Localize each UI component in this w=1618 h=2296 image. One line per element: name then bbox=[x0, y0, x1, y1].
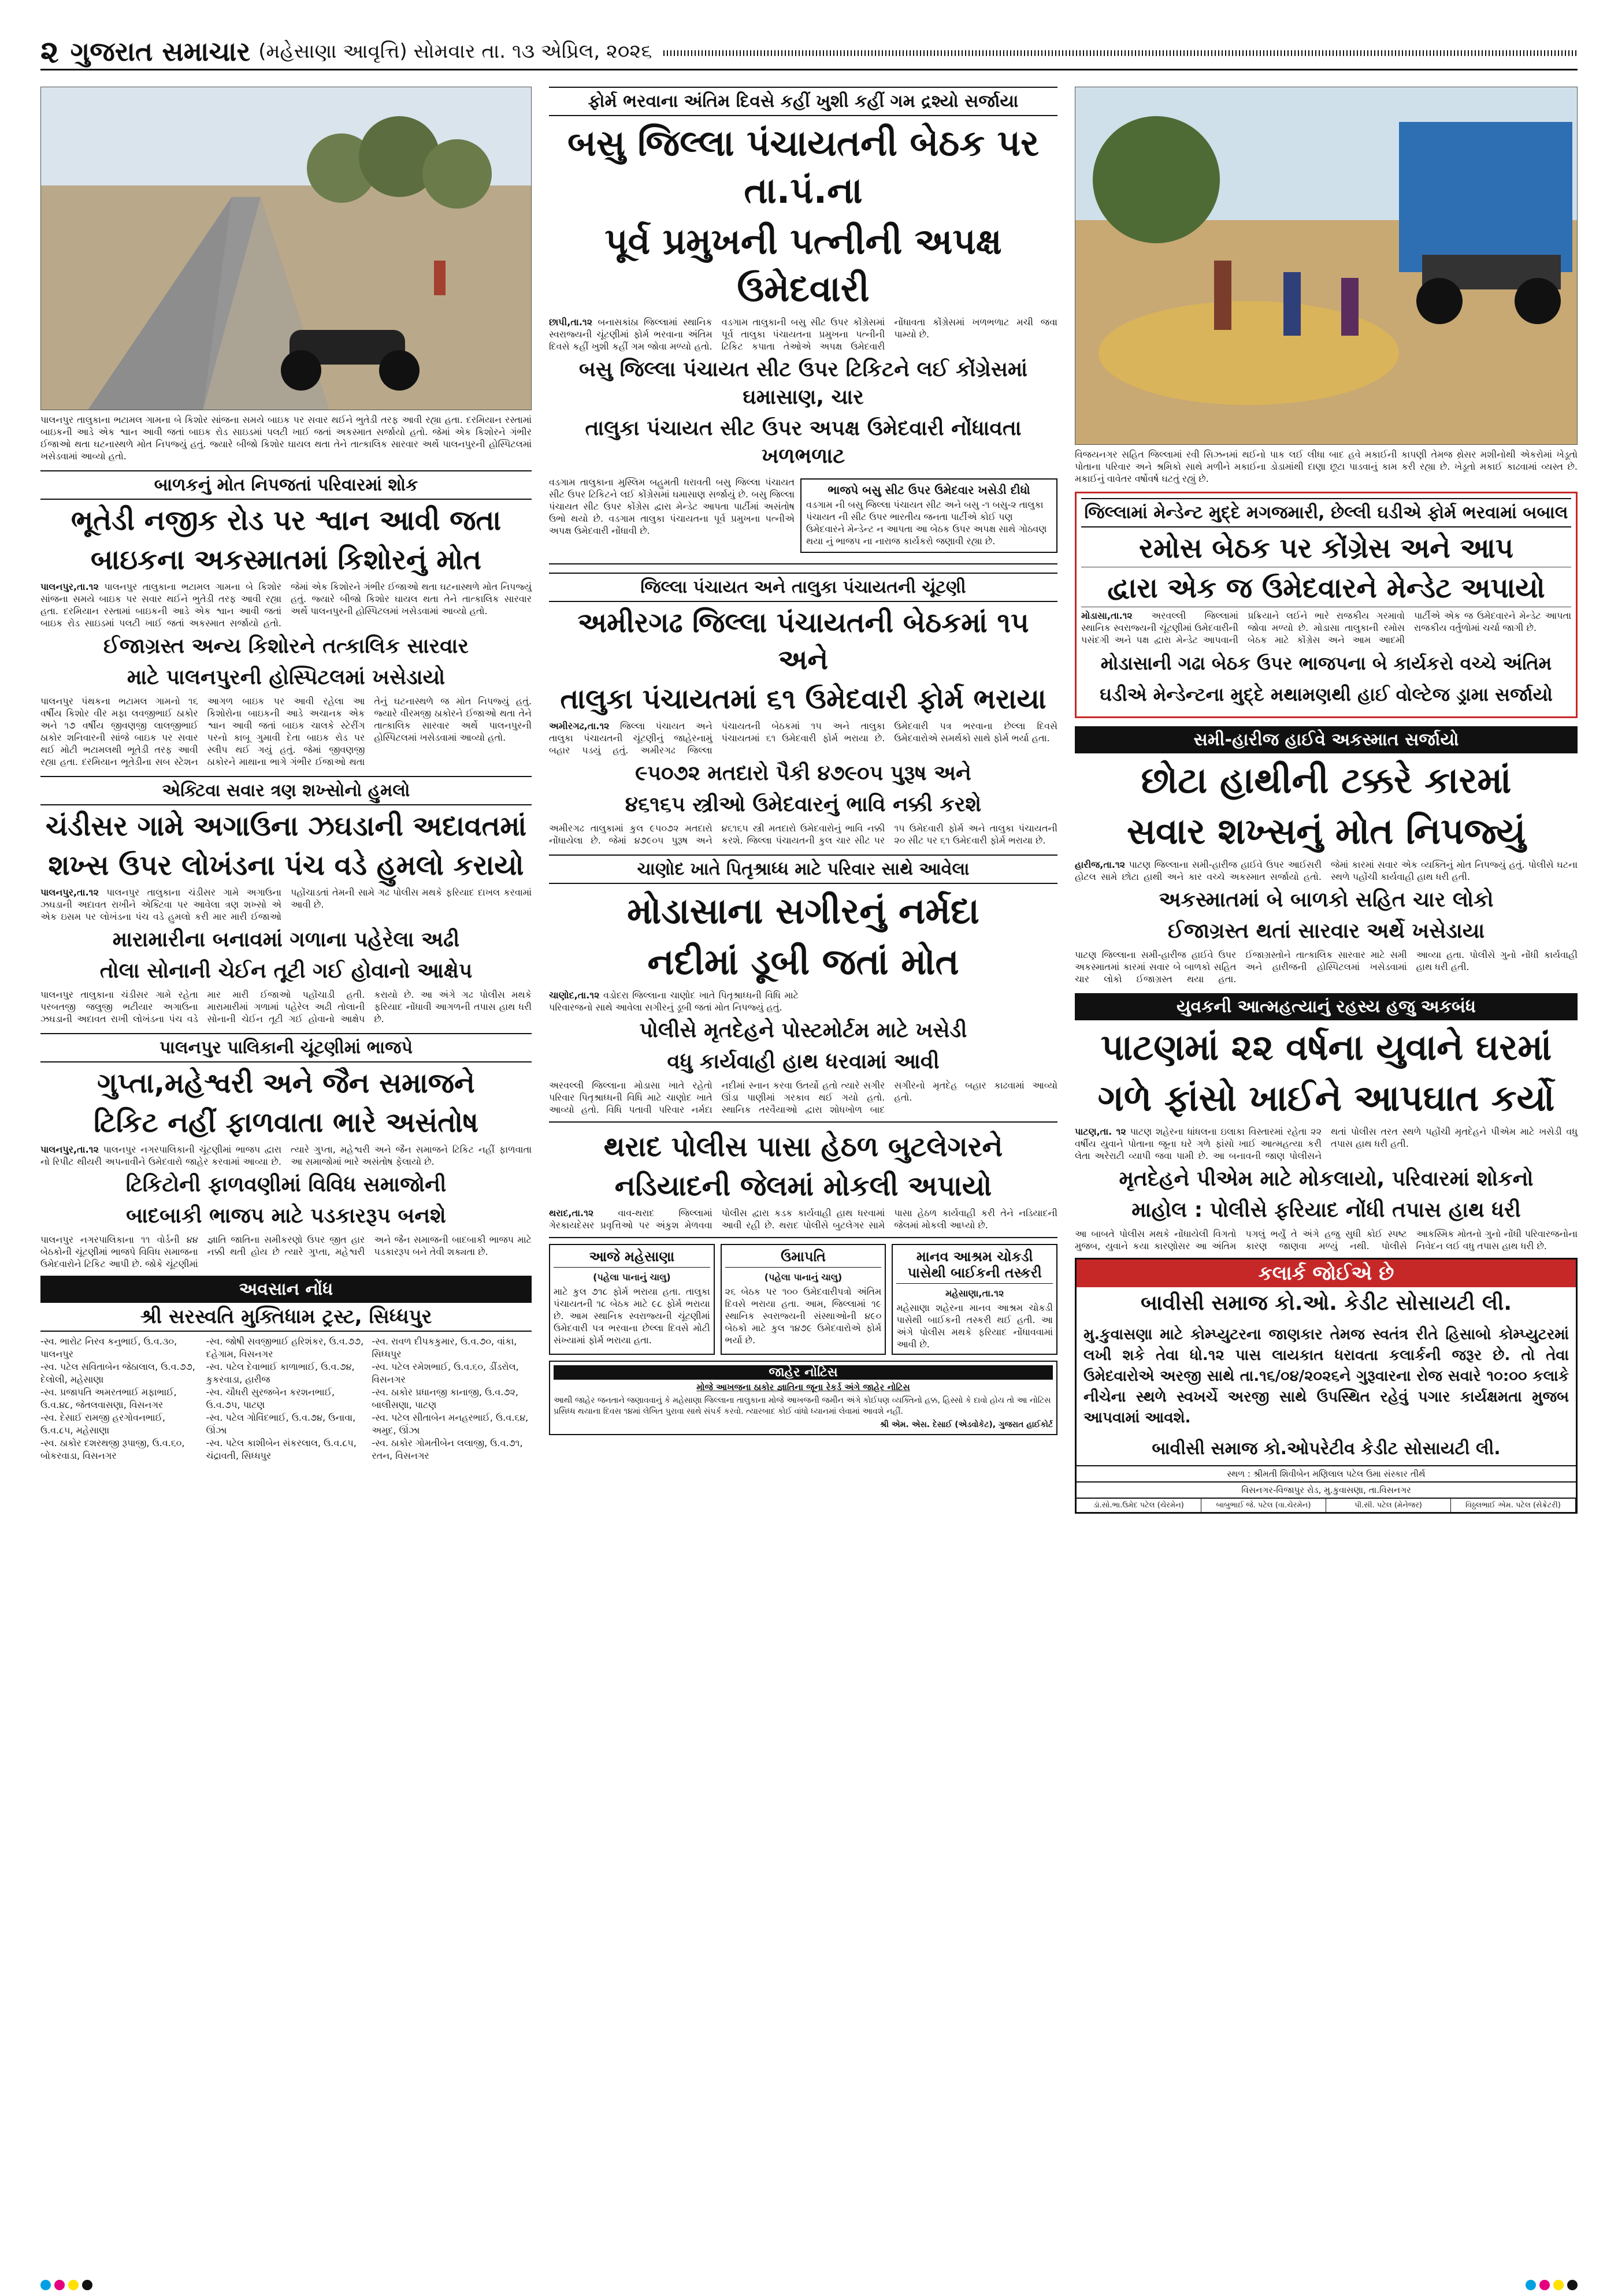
r-story1-footer-1: મોડાસાની ગઢા બેઠક ઉપર ભાજપના બે કાર્યકરો વચ્ચે અંતિમ bbox=[1100, 652, 1552, 674]
story3-headline-1: ગુપ્તા,મહેશ્વરી અને જૈન સમાજને bbox=[97, 1067, 475, 1099]
farm-scene-image bbox=[1075, 87, 1578, 445]
c-story1-sub-1: બસુ જિલ્લા પંચાયત સીટ ઉપર ટિકિટને લઈ કોંગ્રેસમાં ઘમાસાણ, ચાર bbox=[578, 358, 1028, 409]
notice-body: આથી જાહેર જનતાને જણાવવાનું કે મહેસાણા જિલ્લાના તાલુકાના મોજે આખજની જમીન અંગે કોઈપણ વ્યક્તિનો હક્ક, હિસ્સો કે દાવો હોય તો આ નોટિસ પ્રસિધ્ધ થયાના દિવસ ૧૪માં લેખિત પુરાવા સાથે સંપર્ક કરવો. ત્યારબાદ કોઈ વાંધો ધ્યાનમાં લેવામાં આવશે નહીં. bbox=[554, 1396, 1051, 1416]
c-story2-headline-1: અમીરગઢ જિલ્લા પંચાયતની બેઠકમાં ૧૫ અને bbox=[577, 607, 1029, 676]
officer-name: વિઠ્ઠલભાઈ એમ. પટેલ (સેક્રેટરી) bbox=[1451, 1499, 1576, 1512]
officer-name: બાબુભાઈ જે. પટેલ (વા.ચેરમેન) bbox=[1201, 1499, 1326, 1512]
c-story3-kicker: ચાણોદ ખાતે પિતૃશ્રાધ્ધ માટે પરિવાર સાથે આવેલા bbox=[549, 855, 1057, 884]
story3-body bbox=[40, 1143, 532, 1168]
clerk-ad-org: બાવીસી સમાજ કો.ઓ. કેડીટ સોસાયટી લી. bbox=[1140, 1291, 1512, 1315]
obituary-entry: -સ્વ. દેસાઈ રામજી હરગોવનભાઈ, ઉ.વ.૮૫, મહેસાણા bbox=[40, 1412, 166, 1436]
story2-sub-1: મારામારીના બનાવમાં ગળાના પહેરેલા અઢી bbox=[112, 928, 460, 952]
obituary-title: અવસાન નોંધ bbox=[40, 1276, 532, 1303]
r-story3-headline-1: પાટણમાં ૨૨ વર્ષના યુવાને ઘરમાં bbox=[1100, 1026, 1552, 1068]
story3-body2: પાલનપુર નગરપાલિકાના ૧૧ વોર્ડની ૪૪ બેઠકોની ચૂંટણીમાં ભાજપે વિવિધ સમાજના ઉમેદવારોને ટિકિટ આપી છે. જોકે ચૂંટણીમાં જ્ઞાતિ જાતિના સમીકરણો ઉપર જીત હાર નક્કી થતી હોય છે ત્યારે ગુપ્તા, મહેશ્વરી અને જૈન સમાજની બાદબાકી ભાજપ માટે પડકારરૂપ બને તેવી શક્યતા છે. bbox=[40, 1234, 532, 1269]
photo-caption: પાલનપુર તાલુકાના ભટામલ ગામના બે કિશોર સાંજના સમયે બાઇક પર સવાર થઈને ભુતેડી તરફ આવી રહ્યા હતા. દરમિયાન રસ્તામાં બાઇકની આડે એક શ્વાન આવી જતાં બાઇક રોડ સાઇડમાં પલટી ખાઈ જતાં અકસ્માત સર્જાયો હતો. જેમાં એક કિશોરને ગંભીર ઈજાઓ થતા ઘટનાસ્થળે મોત નિપજ્યું હતું. જ્યારે બીજો કિશોર ઘાયલ થતા તેને તાત્કાલિક સારવાર અર્થે પાલનપુરની હોસ્પિટલમાં ખસેડવામાં આવ્યો હતો. bbox=[40, 414, 532, 462]
c-story3-body bbox=[549, 989, 1057, 1013]
divider bbox=[549, 1237, 1057, 1238]
c-story1-headline-1: બસુ જિલ્લા પંચાયતની બેઠક પર તા.પં.ના bbox=[567, 122, 1040, 211]
story3-dateline: પાલનપુર,તા.૧૨ bbox=[40, 1144, 99, 1155]
c-story3-dateline: ચાણોદ,તા.૧૨ bbox=[549, 990, 600, 1001]
c-story2-kicker: જિલ્લા પંચાયત અને તાલુકા પંચાયતની ચૂંટણી bbox=[549, 573, 1057, 602]
c-story2-body bbox=[549, 720, 1057, 756]
continued-body-3: મહેસાણા શહેરના માનવ આશ્રમ ચોકડી પાસેથી બાઈકની તસ્કરી થઈ હતી. આ અંગે પોલીસ મથકે ફરિયાદ નોંધાવવામાં આવી છે. bbox=[896, 1302, 1053, 1350]
story2-kicker: એક્ટિવા સવાર ત્રણ શખ્સોનો હુમલો bbox=[40, 776, 532, 805]
story1-dateline: પાલનપુર,તા.૧૨ bbox=[40, 581, 99, 592]
story3-sub-1: ટિકિટોની ફાળવણીમાં વિવિધ સમાજોની bbox=[125, 1173, 447, 1197]
story3-text: પાલનપુર નગરપાલિકાની ચૂંટણીમાં ભાજપ દ્વારા નો રિપીટ થીયરી અપનાવીને ઉમેદવારો જાહેર કરવામાં આવ્યા છે. ત્યારે ગુપ્તા, મહેશ્વરી અને જૈન સમાજને ટિકિટ નહીં ફાળવાતા આ સમાજોમાં ભારે અસંતોષ ફેલાયો છે. bbox=[40, 1144, 532, 1167]
r-story3-body bbox=[1075, 1125, 1578, 1162]
r-story2-sub-2: ઈજાગ્રસ્ત થતાં સારવાર અર્થે ખસેડાયા bbox=[1167, 919, 1485, 943]
obituary-entry: -સ્વ. પ્રજાપતિ અમરતભાઈ મફાભાઈ, ઉ.વ.૪૮, જેતલવાસણા, વિસનગર bbox=[40, 1387, 177, 1410]
clerk-ad-title: કલાર્ક જોઈએ છે bbox=[1077, 1260, 1576, 1287]
c-story3-sub-2: વધુ કાર્યવાહી હાથ ધરવામાં આવી bbox=[667, 1050, 940, 1073]
c-story1-kicker: ફોર્મ ભરવાના અંતિમ દિવસે કહીં ખુશી કહીં ગમ દ્રશ્યો સર્જાયા bbox=[549, 87, 1057, 116]
harvest-photo bbox=[1075, 87, 1578, 445]
story1-sub-2: માટે પાલનપુરની હોસ્પિટલમાં ખસેડાયો bbox=[127, 666, 446, 689]
notice-title: જાહેર નોટિસ bbox=[554, 1365, 1053, 1380]
center-column bbox=[549, 87, 1057, 2273]
r-story3-headline-2: ગળે ફાંસો ખાઈને આપઘાત કર્યો bbox=[1097, 1077, 1555, 1119]
obituary-entry: -સ્વ. પટેલ કાશીબેન સંકરલાલ, ઉ.વ.૮૫, ચંદ્રાવતી, સિધ્ધપુર bbox=[206, 1437, 357, 1461]
c-story3-headline-1: મોડાસાના સગીરનું નર્મદા bbox=[627, 890, 979, 932]
r-story1-headline-1: રમોસ બેઠક પર કોંગ્રેસ અને આપ bbox=[1081, 530, 1571, 567]
story1-headline-1: ભૂતેડી નજીક રોડ પર શ્વાન આવી જતા bbox=[70, 504, 502, 537]
obituary-list bbox=[40, 1332, 532, 1462]
divider bbox=[549, 1121, 1057, 1123]
r-story3-text: પાટણ શહેરના ધાંધલના ઇલાકા વિસ્તારમાં રહેતા ૨૨ વર્ષીય યુવાને પોતાના જૂના ઘરે ગળે ફાંસો ખાઈ આત્મહત્યા કરી લેતા અરેરાટી વ્યાપી જવા પામી છે. આ બનાવની જાણ પોલીસને થતાં પોલીસ તરત સ્થળે પહોંચી મૃતદેહને પીએમ માટે ખસેડી વધુ તપાસ હાથ ધરી હતી. bbox=[1075, 1126, 1578, 1161]
obituary-entry: -સ્વ. પટેલ ગોવિંદભાઈ, ઉ.વ.૭૪, ઉનાવા, ઊંઝા bbox=[206, 1412, 356, 1436]
r-story3-body2: આ બાબતે પોલીસ મથકે નોંધાયેલી વિગતો મુજબ, યુવાને કયા કારણોસર આ અંતિમ પગલું ભર્યું તે અંગે હજુ સુધી કોઈ સ્પષ્ટ કારણ જાણવા મળ્યું નથી. પોલીસે આકસ્મિક મોતનો ગુનો નોંધી પરિવારજનોના નિવેદન લઈ વધુ તપાસ હાથ ધરી છે. bbox=[1075, 1228, 1578, 1251]
story2-headline-1: ચંડીસર ગામે અગાઉના ઝઘડાની અદાવતમાં bbox=[45, 810, 527, 842]
c-story1-text: બનાસકાંઠા જિલ્લામાં સ્થાનિક સ્વરાજ્યની ચૂંટણીમાં ફોર્મ ભરવાના અંતિમ દિવસે કહીં ખુશી કહીં ગમ જોવા મળ્યો હતો. વડગામ તાલુકાની બસુ સીટ ઉપર કોંગ્રેસમાં પૂર્વ તાલુકા પંચાયતના પ્રમુખના પત્નીની ટિકિટ કપાતા તેઓએ અપક્ષ ઉમેદવારી નોંધાવતા કોંગ્રેસમાં ખળભળાટ મચી જવા પામ્યો છે. bbox=[549, 317, 1057, 352]
r-story1-body bbox=[1081, 610, 1571, 646]
story3-kicker: પાલનપુર પાલિકાની ચૂંટણીમાં ભાજપે bbox=[40, 1033, 532, 1062]
obituary-entry: -સ્વ. પટેલ દેવાભાઈ કાળાભાઈ, ઉ.વ.૭૪, કુકરવાડા, હારીજ bbox=[206, 1361, 355, 1385]
cyan-mark bbox=[1526, 2280, 1536, 2290]
c-story1-box-title: ભાજપે બસુ સીટ ઉપર ઉમેદવાર ખસેડી દીધો bbox=[827, 483, 1030, 497]
r-story1-headline-2: દ્વારા એક જ ઉમેદવારને મેન્ડેટ અપાયો bbox=[1081, 570, 1571, 607]
obituary-entry: -સ્વ. પટેલ રમેશભાઈ, ઉ.વ.૬૦, ડીંડરોલ, વિસનગર bbox=[372, 1361, 519, 1385]
magenta-mark bbox=[1539, 2280, 1550, 2290]
officer-name: પી.સી. પટેલ (મેનેજર) bbox=[1326, 1499, 1451, 1512]
c-story1-side-box bbox=[800, 478, 1057, 553]
continued-title-2: ઉમાપતિ bbox=[725, 1249, 882, 1268]
c-story3-sub-1: પોલીસે મૃતદેહને પોસ્ટમોર્ટમ માટે ખસેડી bbox=[639, 1019, 967, 1042]
c-story4-body bbox=[549, 1207, 1057, 1231]
c-story3-headline-2: નદીમાં ડૂબી જતાં મોત bbox=[647, 941, 959, 983]
black-mark bbox=[82, 2280, 92, 2290]
masthead bbox=[40, 34, 1578, 70]
r-story1-footer-2: ઘડીએ મેન્ડેન્ટના મુદ્દે મથામણથી હાઈ વોલ્ટેજ ડ્રામા સર્જાયો bbox=[1100, 683, 1553, 705]
officer-name: ડૉ.સો.ભા.ઉમેદ પટેલ (ચેરમેન) bbox=[1077, 1499, 1201, 1512]
r-story1-text: અરવલ્લી જિલ્લામાં સ્થાનિક સ્વરાજ્યની ચૂંટણીમાં ઉમેદવારીની પસંદગી અને પક્ષ દ્વારા મેન્ડેટ આપવાની પ્રક્રિયાને લઈને ભારે રાજકીય ગરમાવો જોવા મળ્યો છે. મોડાસા તાલુકાની રમોસ બેઠક માટે કોંગ્રેસ અને આમ આદમી પાર્ટીએ એક જ ઉમેદવારને મેન્ડેટ આપતા રાજકીય વર્તુળોમાં ચર્ચા જાગી છે. bbox=[1081, 610, 1571, 645]
continued-body-1: માટે કુલ ૭૧૮ ફોર્મ ભરાયા હતા. તાલુકા પંચાયતની ૧૮ બેઠક માટે ૯૮ ફોર્મ ભરાયા છે. આમ સ્થાનિક સ્વરાજ્યની ચૂંટણીમાં ઉમેદવારી પત્ર ભરવાના છેલ્લા દિવસે મોટી સંખ્યામાં ફોર્મ ભરાયા હતા. bbox=[554, 1286, 710, 1346]
magenta-mark bbox=[54, 2280, 65, 2290]
c-story1-box-body: વડગામ ની બસુ જિલ્લા પંચાયત સીટ અને બસુ -૧ બસુ-૨ તાલુકા પંચાયત ની સીટ ઉપર ભારતીય જનતા પાર્ટીએ કોઈ પણ ઉમેદવારને મેન્ડેન્ટ ન આપતા આ બેઠક ઉપર અપક્ષ સાથે ગોઠવણ થયા નું ભાજપ ના નારાજ કાર્યકરો જણાવી રહ્યા છે. bbox=[806, 499, 1047, 547]
c-story1-sub-2: તાલુકા પંચાયત સીટ ઉપર અપક્ષ ઉમેદવારી નોંધાવતા ખળભળાટ bbox=[585, 417, 1022, 468]
clerk-ad-body: મુ.કુવાસણા માટે કોમ્પ્યુટરના જાણકાર તેમજ સ્વતંત્ર રીતે હિસાબો કોમ્પ્યુટરમાં લખી શકે તેવા ધો.૧૨ પાસ લાયકાત ધરાવતા કલાર્કની જરૂર છે. તો તેવા ઉમેદવારોએ અરજી સાથે તા.૧૬/૦૪/૨૦૨૬ને ગુરૂવારના રોજ સવારે ૧૦:૦૦ કલાકે નીચેના સ્થળે સ્વખર્ચે અરજી સાથે ઉપસ્થિત રહેવું પગાર કાર્યક્ષમતા મુજબ આપવામાં આવશે. bbox=[1083, 1326, 1569, 1426]
story1-body bbox=[40, 581, 532, 629]
page-number: ૨ bbox=[40, 33, 59, 70]
registration-marks-left bbox=[40, 2280, 92, 2290]
c-story3-text: વડોદરા જિલ્લાના ચાણોદ ખાતે પિતૃશ્રાધ્ધની વિધિ માટે પરિવારજનો સાથે આવેલા સગીરનું ડૂબી જતાં મોત નિપજ્યું હતું. bbox=[549, 990, 799, 1013]
r-story3-dateline: પાટણ,તા. ૧૨ bbox=[1075, 1126, 1126, 1137]
story1-text: પાલનપુર તાલુકાના ભટામલ ગામના બે કિશોર સાંજના સમયે બાઇક પર સવાર થઈને ભુતેડી તરફ આવી રહ્યા હતા. દરમિયાન રસ્તામાં બાઇકની આડે એક શ્વાન આવી જતાં બાઇક રોડ સાઇડમાં પલટી ખાઈ જતાં અકસ્માત સર્જાયો હતો. જેમાં એક કિશોરને ગંભીર ઈજાઓ થતા ઘટનાસ્થળે મોત નિપજ્યું હતું. જ્યારે બીજો કિશોર ઘાયલ થતા તેને તાત્કાલિક સારવાર અર્થે પાલનપુરની હોસ્પિટલમાં ખસેડવામાં આવ્યો હતો. bbox=[40, 581, 532, 629]
accident-photo bbox=[40, 87, 532, 410]
c-story4-headline-2: નડિયાદની જેલમાં મોકલી અપાયો bbox=[614, 1170, 992, 1202]
continued-body-2: ૨૬ બેઠક પર ૧૦૦ ઉમેદવારીપત્રો અંતિમ દિવસે ભરાયા હતા. આમ, જિલ્લામાં ૧૯ સ્થાનિક સ્વરાજ્યની સંસ્થાઓની ૪૯૦ બેઠકો માટે કુલ ૧૪૭૯ ઉમેદવારોએ ફોર્મ ભર્યા છે. bbox=[725, 1286, 882, 1346]
continued-box-2 bbox=[721, 1244, 886, 1355]
obituary-entry: -સ્વ. ભારોટ નિરવ કનુભાઈ, ઉ.વ.૩૦, પાલનપુર bbox=[40, 1336, 177, 1359]
obituary-entry: -સ્વ. ઠાકોર પ્રધાનજી કાનાજી, ઉ.વ.૭૨, બાલીસણા, પાટણ bbox=[372, 1387, 518, 1410]
black-mark bbox=[1567, 2280, 1578, 2290]
right-column bbox=[1075, 87, 1578, 2273]
continued-box-1 bbox=[549, 1244, 715, 1355]
continued-box-3 bbox=[892, 1244, 1057, 1355]
c-story1-body2: વડગામ તાલુકાના મુસ્લિમ બહુમતી ધરાવતી બસુ જિલ્લા પંચાયત સીટ ઉપર ટિકિટને લઈ કોંગ્રેસમાં ઘમાસાણ સર્જાયું છે. બસુ જિલ્લા પંચાયત સીટ ઉપર કોંગ્રેસ દ્વારા મેન્ડેટ આપતા પાર્ટીમાં અસંતોષ ઉભો થયો છે. વડગામ તાલુકા પંચાયતના પૂર્વ પ્રમુખના પત્નીએ અપક્ષ ઉમેદવારી નોંધાવી છે. bbox=[549, 477, 795, 536]
yellow-mark bbox=[1553, 2280, 1564, 2290]
c-story2-sub-1: ૯૫૦૭૨ મતદારો પૈકી ૪૭૯૦૫ પુરૂષ અને bbox=[635, 761, 971, 785]
obituary-entry: -સ્વ. ઠાકોર ગોમતીબેન લલાજી, ઉ.વ.૭૧, રતન, વિસનગર bbox=[372, 1437, 523, 1461]
r-story3-sub-2: માહોલ : પોલીસે ફરિયાદ નોંધી તપાસ હાથ ધરી bbox=[1131, 1198, 1521, 1222]
continued-row bbox=[549, 1244, 1057, 1355]
c-story1-headline-2: પૂર્વ પ્રમુખની પત્નીની અપક્ષ ઉમેદવારી bbox=[604, 220, 1002, 310]
c-story2-sub-2: ૪૬૧૬૫ સ્ત્રીઓ ઉમેદવારનું ભાવિ નક્કી કરશે bbox=[625, 793, 982, 816]
c-story1-body bbox=[549, 316, 1057, 352]
story2-sub-2: તોલા સોનાની ચેઈન તૂટી ગઈ હોવાનો આક્ષેપ bbox=[99, 959, 473, 983]
harvest-caption: વિજયનગર સહિત જિલ્લામાં રવી સિઝનમાં થઈનો પાક લઈ લીધા બાદ હવે મકાઈની કાપણી તેમજ થ્રેસર મશીનોથી એકરોમાં ખેડૂતો પોતાના પરિવાર અને શ્રમિકો સાથે મળીને મકાઈના ડોડામાંથી દાણા છૂટા પાડવાનું કામ કરી રહ્યા છે. ખેડૂતો મકાઈ કાઢવામાં વ્યસ્ત છે. મકાઈનું વાવેતર વર્ષોવર્ષ ઘટતું રહ્યું છે. bbox=[1075, 449, 1578, 484]
c-story2-dateline: અમીરગઢ,તા.૧૨ bbox=[549, 720, 610, 731]
left-column bbox=[40, 87, 532, 2273]
r-story1-dateline: મોડાસા,તા.૧૨ bbox=[1081, 610, 1133, 621]
clerk-ad-officers bbox=[1077, 1498, 1576, 1512]
r-story2-headline-1: છોટા હાથીની ટક્કરે કારમાં bbox=[1141, 759, 1512, 801]
r-story2-body2: પાટણ જિલ્લાના સમી-હારીજ હાઈવે ઉપર અકસ્માતમાં કારમાં સવાર બે બાળકો સહિત ચાર લોકો ઈજાગ્રસ્ત થયા હતા. ઈજાગ્રસ્તોને તાત્કાલિક સારવાર માટે સમી અને હારીજની હોસ્પિટલમાં ખસેડવામાં આવ્યા હતા. પોલીસે ગુનો નોંધી કાર્યવાહી હાથ ધરી હતી. bbox=[1075, 949, 1578, 984]
story2-text: પાલનપુર તાલુકાના ચંડીસર ગામે અગાઉના ઝઘડાની અદાવત રાખીને એક્ટિવા પર આવેલા ત્રણ શખ્સો એ એક ઇસમ પર લોખંડના પંચ વડે હુમલો કરી માર મારી ઈજાઓ પહોંચાડતાં તેમની સામે ગઢ પોલીસ મથકે ફરિયાદ દાખલ કરવામાં આવી છે. bbox=[40, 887, 532, 922]
c-story1-row bbox=[549, 474, 1057, 558]
public-notice bbox=[549, 1361, 1057, 1435]
obituary-subtitle: શ્રી સરસ્વતિ મુક્તિધામ ટ્રસ્ટ, સિધ્ધપુર bbox=[40, 1303, 532, 1332]
continued-title-1: આજે મહેસાણા bbox=[554, 1249, 710, 1268]
clerk-ad-org2: બાવીસી સમાજ કો.ઓપરેટીવ કેડીટ સોસાયટી લી. bbox=[1152, 1439, 1501, 1459]
story2-dateline: પાલનપુર,તા.૧૨ bbox=[40, 887, 99, 898]
obituary-entry: -સ્વ. ઠાકોર દશરથજી રૂપાજી, ઉ.વ.૬૦, બોકરવાડા, વિસનગર bbox=[40, 1437, 185, 1461]
r-story3-kicker: યુવકની આત્મહત્યાનું રહસ્ય હજુ અકબંધ bbox=[1075, 993, 1578, 1020]
story1-body2: પાલનપુર પંથકના ભટામલ ગામનો ૧૬ વર્ષીય કિશોર વીર મફા લવજીભાઈ ઠાકોર અને ૧૭ વર્ષીય જીવણજી લાલજીભાઈ ઠાકોર શનિવારની સાંજે બાઇક પર સવાર થઈ મોટી ભટામલથી ભૂતેડી તરફ આવી રહ્યા હતા. દરમિયાન ભૂતેડીના સબ સ્ટેશન આગળ બાઇક પર આવી રહેલા આ કિશોરોના બાઇકની આડે અચાનક એક શ્વાન આવી જતાં બાઇક ચાલકે સ્ટેરીંગ પરનો કાબૂ ગુમાવી દેતા બાઇક રોડ પર સ્લીપ થઈ ગયું હતું. જેમાં જીવણજી ઠાકોરને માથાના ભાગે ગંભીર ઈજાઓ થતા તેનું ઘટનાસ્થળે જ મોત નિપજ્યું હતું. જ્યારે વીરમજી ઠાકોરને ઈજાઓ થતા તેને તાત્કાલિક સારવાર અર્થે પાલનપુરની હોસ્પિટલમાં ખસેડવામાં આવ્યો હતો. bbox=[40, 696, 532, 767]
story2-body2: પાલનપુર તાલુકાના ચંડીસર ગામે રહેતા પરબતજી જલુજી ભટીયાર અગાઉના ઝઘડાની અદાવત રાખી લોખંડના પંચ વડે માર મારી ઈજાઓ પહોંચાડી હતી. મારામારીમાં ગળામાં પહેરેલ અઢી તોલાની સોનાની ચેઈન તૂટી ગઈ હોવાનો આક્ષેપ કરાયો છે. આ અંગે ગઢ પોલીસ મથકે ફરિયાદ નોંધાવી આગળની તપાસ હાથ ધરી છે. bbox=[40, 989, 532, 1024]
registration-marks-right bbox=[1526, 2280, 1578, 2290]
c-story1-dateline: છાપી,તા.૧૨ bbox=[549, 317, 593, 328]
yellow-mark bbox=[68, 2280, 79, 2290]
story1-headline-2: બાઇકના અકસ્માતમાં કિશોરનું મોત bbox=[90, 544, 482, 576]
obituary-entry: -સ્વ. પટેલ સીતાબેન મનહરભાઈ, ઉ.વ.૬૪, અમુદ, ઊંઝા bbox=[372, 1412, 529, 1436]
r-story2-kicker: સમી-હારીજ હાઈવે અકસ્માત સર્જાયો bbox=[1075, 726, 1578, 753]
c-story2-body2: અમીરગઢ તાલુકામાં કુલ ૯૫૦૭૨ મતદારો નોંધાયેલા છે. જેમાં ૪૭૯૦૫ પુરૂષ અને ૪૬૧૬૫ સ્ત્રી મતદારો ઉમેદવારોનું ભાવિ નક્કી કરશે. જિલ્લા પંચાયતની કુલ ચાર સીટ પર ૧૫ ઉમેદવારી ફોર્મ અને તાલુકા પંચાયતની ૨૦ સીટ પર ૬૧ ઉમેદવારી ફોર્મ ભરાયા છે. bbox=[549, 823, 1057, 846]
story2-headline-2: શખ્સ ઉપર લોખંડના પંચ વડે હુમલો કરાયો bbox=[48, 849, 524, 882]
c-story4-headline-1: થરાદ પોલીસ પાસા હેઠળ બુટલેગરને bbox=[603, 1131, 1003, 1163]
notice-heading: મોજે આખજના ઠાકોર જ્ઞાતિના જૂના રેકર્ડ અંગે જાહેર નોટિસ bbox=[696, 1382, 910, 1392]
edition-date: (મહેસાણા આવૃત્તિ) સોમવાર તા. ૧૩ એપ્રિલ, ૨૦૨૬ bbox=[258, 40, 652, 63]
obituary-entry: -સ્વ. પટેલ સવિતાબેન જેઠાલાલ, ઉ.વ.૭૭, દેલોલી, મહેસાણા bbox=[40, 1361, 195, 1385]
continued-dateline-3: મહેસાણા,તા.૧૨ bbox=[945, 1288, 1004, 1299]
r-story2-dateline: હારીજ,તા.૧૨ bbox=[1075, 859, 1126, 870]
c-story2-headline-2: તાલુકા પંચાયતમાં ૬૧ ઉમેદવારી ફોર્મ ભરાયા bbox=[560, 683, 1046, 715]
c-story2-text: જિલ્લા પંચાયત અને તાલુકા પંચાયતની ચૂંટણીનું જાહેરનામું બહાર પડયું હતું. અમીરગઢ જિલ્લા પંચાયતની બેઠકમાં ૧૫ અને તાલુકા પંચાયતમાં ૬૧ ઉમેદવારી ફોર્મ ભરાયા છે. ઉમેદવારી પત્ર ભરવાના છેલ્લા દિવસે ઉમેદવારોએ સમર્થકો સાથે ફોર્મ ભર્યા હતા. bbox=[549, 720, 1057, 756]
r-story1-box bbox=[1075, 492, 1578, 718]
r-story2-sub-1: અકસ્માતમાં બે બાળકો સહિત ચાર લોકો bbox=[1159, 888, 1494, 912]
r-story2-body bbox=[1075, 859, 1578, 883]
continued-sub-2: (પહેલા પાનાનું ચાલુ) bbox=[764, 1272, 843, 1283]
story3-sub-2: બાદબાકી ભાજપ માટે પડકારરૂપ બનશે bbox=[126, 1204, 446, 1228]
continued-sub-1: (પહેલા પાનાનું ચાલુ) bbox=[593, 1272, 671, 1283]
c-story3-body2: અરવલ્લી જિલ્લાના મોડાસા ખાતે રહેતો પરિવાર પિતૃશ્રાધ્ધની વિધિ માટે ચાણોદ ખાતે આવ્યો હતો. વિધિ પતાવી પરિવાર નર્મદા નદીમાં સ્નાન કરવા ઉતર્યો હતો ત્યારે સગીર ઊંડા પાણીમાં ગરકાવ થઈ ગયો હતો. સ્થાનિક તરવૈયાઓ દ્વારા શોધખોળ બાદ સગીરનો મૃતદેહ બહાર કાઢવામાં આવ્યો હતો. bbox=[549, 1080, 1057, 1115]
newspaper-title: ગુજરાત સમાચાર bbox=[70, 36, 251, 67]
r-story1-kicker: જિલ્લામાં મેન્ડેન્ટ મુદ્દે મગજમારી, છેલ્લી ઘડીએ ફોર્મ ભરવામાં બબાલ bbox=[1081, 498, 1571, 527]
clerk-ad-address2: વિસનગર-વિજાપુર રોડ, મુ.કુવાસણા, તા.વિસનગર bbox=[1077, 1481, 1576, 1498]
r-story2-text: પાટણ જિલ્લાના સમી-હારીજ હાઈવે ઉપર આઈસરી હોટલ સામે છોટા હાથી અને કાર વચ્ચે અકસ્માત સર્જાયો હતો. જેમાં કારમાં સવાર એક વ્યક્તિનું મોત નિપજ્યું હતું. પોલીસે ઘટના સ્થળે પહોંચી કાર્યવાહી હાથ ધરી હતી. bbox=[1075, 859, 1578, 882]
story2-body bbox=[40, 886, 532, 923]
divider bbox=[549, 563, 1057, 564]
masthead-rule bbox=[663, 50, 1578, 56]
obituary-entry: -સ્વ. રાવળ દીપકકુમાર, ઉ.વ.૭૦, વાંકા, સિધ્ધપુર bbox=[372, 1336, 517, 1359]
c-story4-text: વાવ-થરાદ જિલ્લામાં ગેરકાયદેસર પ્રવૃત્તિઓ પર અંકુશ મેળવવા પોલીસ દ્વારા કડક કાર્યવાહી હાથ ધરવામાં આવી રહી છે. થરાદ પોલીસે બુટલેગર સામે પાસા હેઠળ કાર્યવાહી કરી તેને નડિયાદની જેલમાં મોકલી આપ્યો છે. bbox=[549, 1208, 1057, 1231]
obituary-entry: -સ્વ. જોષી સવજીભાઈ હરિશંકર, ઉ.વ.૭૭, દહેગામ, વિસનગર bbox=[206, 1336, 364, 1359]
story3-headline-2: ટિકિટ નહીં ફાળવાતા ભારે અસંતોષ bbox=[94, 1106, 478, 1139]
clerk-ad bbox=[1075, 1258, 1578, 1514]
cyan-mark bbox=[40, 2280, 51, 2290]
continued-title-3: માનવ આશ્રમ ચોકડી પાસેથી બાઈકની તસ્કરી bbox=[896, 1249, 1053, 1284]
r-story2-headline-2: સવાર શખ્સનું મોત નિપજ્યું bbox=[1126, 810, 1526, 852]
clerk-ad-address: સ્થળ : શ્રીમતી શિવીબેન મણિલાલ પટેલ ઉમા સંસ્કાર તીર્થ bbox=[1077, 1465, 1576, 1481]
story1-kicker: બાળકનું મોત નિપજતાં પરિવારમાં શોક bbox=[40, 470, 532, 500]
c-story4-dateline: થરાદ,તા.૧૨ bbox=[549, 1208, 594, 1218]
obituary-entry: -સ્વ. ચૌધરી સુરજબેન કરશનભાઈ, ઉ.વ.૭૫, પાટણ bbox=[206, 1387, 335, 1410]
r-story3-sub-1: મૃતદેહને પીએમ માટે મોકલાયો, પરિવારમાં શોકનો bbox=[1119, 1167, 1534, 1191]
road-scene-image bbox=[41, 87, 532, 410]
story1-sub-1: ઈજાગ્રસ્ત અન્ય કિશોરને તત્કાલિક સારવાર bbox=[103, 634, 469, 658]
notice-signer: શ્રી એમ. એસ. દેસાઈ (એડવોકેટ), ગુજરાત હાઈકોર્ટ bbox=[879, 1420, 1053, 1429]
